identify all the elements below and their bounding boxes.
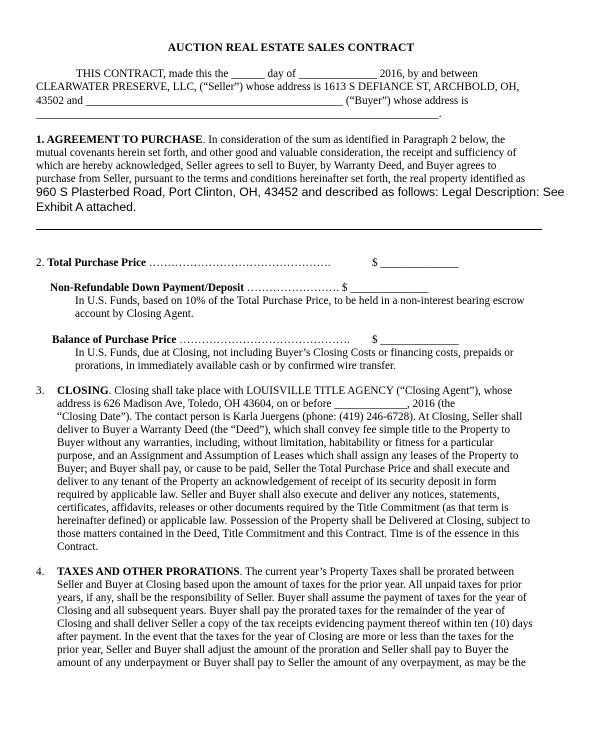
intro-line: CLEARWATER PRESERVE, LLC, (“Seller”) whose address is 1613 S DEFIANCE ST, ARCHBOLD, OH, [36, 81, 520, 93]
property-address-line: 960 S Plasterbed Road, Port Clinton, OH, 43452 and described as follows: Legal Description: See [36, 185, 565, 199]
section-1-line: which are hereby acknowledged, Seller agrees to sell to Buyer, by Warranty Deed, and Buyer agrees to [36, 160, 497, 172]
document-title: AUCTION REAL ESTATE SALES CONTRACT [167, 42, 415, 54]
section-3-line: Buyer without any warranties, including, without limitation, habitability or fitness for a particular [57, 437, 494, 449]
deposit-row: Non-Refundable Down Payment/Deposit ……………………. $ ______________ [50, 282, 429, 294]
section-3-line: CLOSING. Closing shall take place with LOUISVILLE TITLE AGENCY (“Closing Agent”), whose [57, 385, 513, 397]
section-3-heading: CLOSING [57, 385, 109, 397]
section-divider [36, 229, 542, 230]
section-3-line: Buyer; and Buyer shall pay, or cause to be paid, Seller the Total Purchase Price and shall execute and [57, 463, 510, 475]
section-4-line: prior year, Seller and Buyer shall adjust the amount of the proration and Seller shall pay to Buyer the [57, 644, 509, 656]
section-4-line: TAXES AND OTHER PRORATIONS. The current year’s Property Taxes shall be prorated between [57, 566, 515, 578]
section-1-line: mutual covenants herein set forth, and other good and valuable consideration, the receipt and sufficiency of [36, 147, 517, 159]
section-3-line: purpose, and an Assignment and Assumption of Leases which shall assign any leases of the Property to [57, 450, 519, 462]
section-4-line: Seller and Buyer at Closing based upon the amount of taxes for the prior year. All unpaid taxes for prior [57, 579, 522, 591]
balance-row: Balance of Purchase Price ………………………………………. [52, 334, 350, 346]
total-price-label: Total Purchase Price [47, 257, 146, 269]
section-3-number: 3. [36, 385, 45, 397]
property-address-line: Exhibit A attached. [36, 200, 137, 214]
section-4-line: Closing and all subsequent years. Buyer shall pay the prorated taxes for the remainder of the year of [57, 605, 505, 617]
section-3-line: certificates, affidavits, releases or other documents required by the Title Commitment (as that term is [57, 502, 509, 514]
section-3-line: those matters contained in the Deed, Title Commitment and this Contract. Time is of the essence in this [57, 528, 520, 540]
intro-line: ________________________________________________________________________. [36, 108, 442, 120]
section-4-line: Closing and shall deliver Seller a copy of the tax receipts evidencing payment thereof within ten (10) days [57, 618, 533, 630]
section-3-line: required by applicable law. Seller and Buyer shall also execute and deliver any notices, statements, [57, 489, 500, 501]
section-1-line: 1. AGREEMENT TO PURCHASE. In consideration of the sum as identified in Paragraph 2 below, the [36, 134, 506, 146]
section-4-heading: TAXES AND OTHER PRORATIONS [57, 566, 240, 578]
intro-line: 43502 and ______________________________________________ (“Buyer”) whose address is [36, 95, 469, 107]
deposit-text: account by Closing Agent. [75, 308, 194, 320]
balance-text: prorations, in immediately available cash or by confirmed wire transfer. [75, 360, 396, 372]
balance-amount: $ ______________ [372, 334, 459, 346]
section-4-number: 4. [36, 566, 45, 578]
section-4-line: amount of any underpayment or Buyer shall pay to Seller the amount of any overpayment, as may be the [57, 657, 526, 669]
section-3-line: deliver to any tenant of the Property an acknowledgement of receipt of its security deposit in form [57, 476, 497, 488]
section-1-line: purchase from Seller, pursuant to the terms and conditions hereinafter set forth, the real property identified as [36, 173, 526, 185]
total-price-row: 2. Total Purchase Price …………………………………………. [36, 257, 331, 269]
balance-label: Balance of Purchase Price [52, 334, 177, 346]
total-price-amount: $ ______________ [372, 257, 459, 269]
section-4-line: years, if any, shall be the responsibility of Seller. Buyer shall assume the payment of taxes for the year of [57, 592, 527, 604]
section-4-line: after payment. In the event that the taxes for the year of Closing are more or less than the taxes for the [57, 631, 514, 643]
section-1-heading: 1. AGREEMENT TO PURCHASE [36, 134, 203, 146]
section-3-line: address is 626 Madison Ave, Toledo, OH 43604, on or before _____________, 2016 (the [57, 398, 456, 410]
section-3-line: Contract. [57, 541, 99, 553]
section-3-line: “Closing Date”). The contact person is Karla Juergens (phone: (419) 246-6728). At Closing, Seller shall [57, 411, 523, 423]
section-3-line: deliver to Buyer a Warranty Deed (the “Deed”), which shall convey fee simple title to the Property to [57, 424, 511, 436]
section-3-line: hereinafter defined) or applicable law. Possession of the Property shall be Delivered at Closing, subject to [57, 515, 531, 527]
deposit-label: Non-Refundable Down Payment/Deposit [50, 282, 244, 294]
balance-text: In U.S. Funds, due at Closing, not including Buyer’s Closing Costs or financing costs, prepaids or [75, 347, 514, 359]
deposit-text: In U.S. Funds, based on 10% of the Total Purchase Price, to be held in a non-interest bearing escrow [75, 295, 525, 307]
intro-line: THIS CONTRACT, made this the ______ day of ______________ 2016, by and between [76, 68, 478, 80]
